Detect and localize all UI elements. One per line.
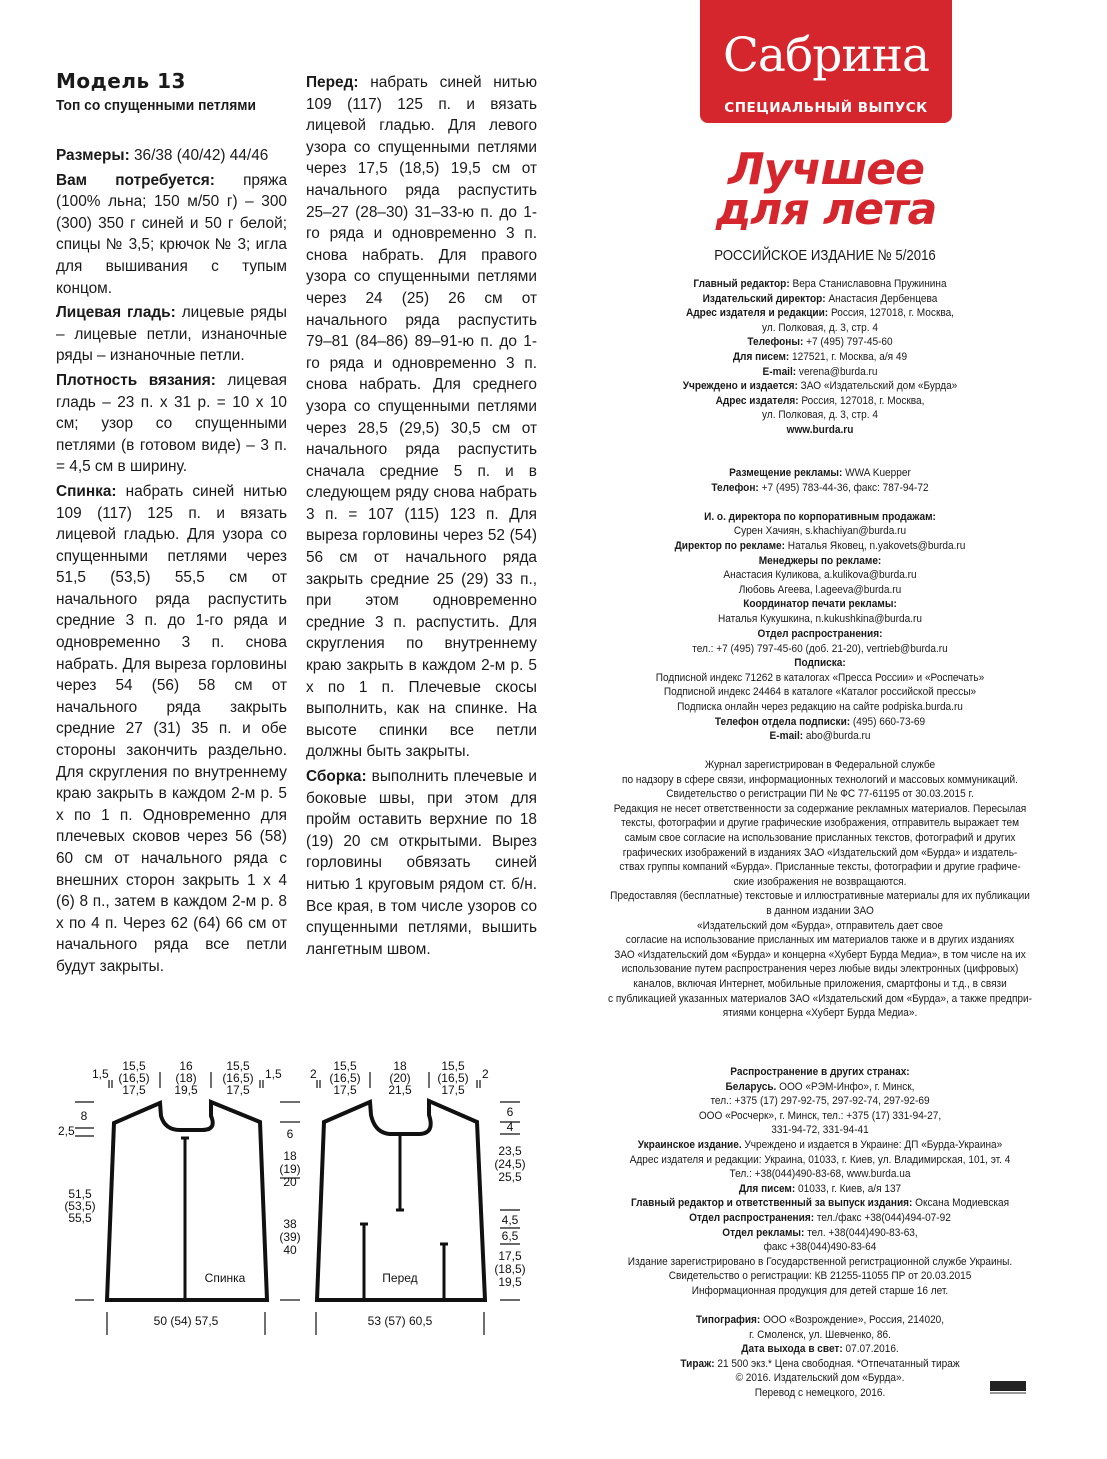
instruction-paragraph [56, 145, 287, 167]
imprint-value: Учреждено и издается в Украине: ДП «Бурда-Украина» [741, 1138, 1003, 1151]
imprint-line [586, 365, 1054, 380]
imprint-value: ЗАО «Издательский дом «Бурда» [797, 380, 958, 393]
imprint-line [586, 1211, 1054, 1226]
imprint-value: © 2016. Издательский дом «Бурда». [735, 1372, 905, 1385]
imprint-line: по надзору в сфере связи, информационных технологий и массовых коммуникаций. [622, 773, 1018, 786]
imprint-label: Отдел распространения: [689, 1211, 815, 1224]
imprint-value: Россия, 127018, г. Москва, [828, 307, 954, 320]
imprint-line [586, 1153, 1054, 1168]
imprint-value: 127521, г. Москва, а/я 49 [789, 350, 908, 363]
imprint-line [586, 1255, 1054, 1270]
paragraph-text: выполнить плечевые и боковые швы, при этом для пройм оставить верхние по 18 (19) 20 см открытыми. Вырез горловины обвязать синей нитью 1 круговым рядом ст. б/н. Все края, в том числе узоров со спущенными петлями, вышить лангетным швом. [306, 768, 537, 958]
imprint-line: использование путем распространения через любые виды электронных (цифровых) [621, 963, 1019, 976]
imprint-value: тел.: +375 (17) 297-92-75, 297-92-74, 297-92-69 [710, 1095, 930, 1108]
imprint-label: Телефон: [711, 481, 759, 494]
imprint-line [586, 656, 1054, 671]
imprint-line: в данном издании ЗАО [766, 904, 874, 917]
imprint-value: abo@burda.ru [803, 730, 871, 743]
imprint-value: (495) 660-73-69 [850, 715, 926, 728]
imprint-label: Тираж: [680, 1357, 715, 1370]
imprint-label: Для писем: [738, 1182, 796, 1195]
imprint-value: Свидетельство о регистрации: КВ 21255-11055 ПР от 20.03.2015 [668, 1270, 972, 1283]
imprint-value: Подписной индекс 71262 в каталогах «Пресса России» и «Роспечать» [655, 671, 985, 684]
imprint-label: Менеджеры по рекламе: [758, 554, 882, 567]
front-dim-mid-3: 25,5 [498, 1170, 522, 1184]
front-dim-right-4: 4 [506, 1120, 514, 1134]
front-dim-neck-2: (20) [389, 1071, 411, 1085]
paragraph-text: набрать синей нитью 109 (117) 125 п. и вязать лицевой гладью. Для левого узора со спущенными петлями через 17,5 (18,5) 19,5 см от начального ряда распустить 25–27 (28–30) 31–33-ю п. до 1-го ряда и одновременно 3 п. снова набрать. Для правого узора со спущенными петлями через 24 (25) 26 см от начального ряда распустить 79–81 (84–86) 89–91-ю п. до 1-го ряда и одновременно 3 п. снова набрать. Для среднего узора со спущенными петлями через 28,5 (29,5) 30,5 см от начального ряда распустить сначала средние 5 п. и в следующем ряду снова набрать 3 п. = 107 (115) 123 п. Для выреза горловины через 52 (54) 56 см от начального ряда закрыть средние 25 (29) 33 п., при этом одновременно средние 3 п. распустить. Для скругления по внутреннему краю закрыть в каждом 2-м р. 5 х по 1 п. Плечевые скосы выполнить, как на спинке. На высоте спинки все петли должны быть закрыты. [306, 74, 537, 761]
back-dim-neck-3: 19,5 [174, 1083, 198, 1097]
imprint-line [586, 277, 1054, 292]
front-label: Перед [382, 1271, 418, 1285]
front-dim-low-3: 19,5 [498, 1275, 522, 1289]
back-dim-shoulder-left-1: 15,5 [122, 1059, 146, 1073]
imprint-value: Издание зарегистрировано в Государственной регистрационной службе Украины. [627, 1255, 1013, 1268]
front-dim-shoulder-left-2: (16,5) [329, 1071, 361, 1085]
paragraph-label: Плотность вязания: [56, 371, 216, 389]
col2-body [306, 72, 537, 963]
back-dim-left-8: 8 [80, 1109, 88, 1123]
paragraph-label: Размеры: [56, 147, 130, 164]
issue-title [700, 144, 952, 235]
imprint-label: Подписка: [794, 657, 846, 670]
imprint-line: Журнал зарегистрирован в Федеральной службе [704, 759, 936, 771]
imprint-line [586, 292, 1054, 307]
imprint-value: +7 (495) 797-45-60 [803, 336, 893, 349]
imprint-value: Подписной индекс 24464 в каталоге «Каталог российской прессы» [663, 686, 977, 699]
imprint-line [586, 700, 1054, 715]
imprint-value: 01033, г. Киев, а/я 137 [795, 1182, 902, 1195]
imprint-value: Сурен Хачиян, s.khachiyan@burda.ru [733, 525, 907, 538]
back-dim-height-3: 55,5 [68, 1211, 92, 1225]
front-dim-shoulder-right-1: 15,5 [441, 1059, 465, 1073]
imprint-advertising [586, 466, 1054, 627]
imprint-value: ул. Полковая, д. 3, стр. 4 [762, 409, 878, 422]
front-dim-neck-1: 18 [393, 1059, 407, 1073]
instruction-paragraph [306, 72, 537, 763]
imprint-line [586, 1123, 1054, 1138]
imprint-label: Главный редактор и ответственный за выпуск издания: [630, 1197, 913, 1210]
instruction-paragraph [306, 766, 537, 960]
imprint-editorial [586, 277, 1054, 438]
imprint-line [586, 394, 1054, 409]
back-dim-top-left: 1,5 [92, 1067, 109, 1081]
back-dim-right-6: 6 [286, 1127, 294, 1141]
imprint-value: Перевод с немецкого, 2016. [754, 1386, 886, 1399]
imprint-line [586, 1357, 1054, 1372]
issue-title-line-2: для лета [715, 184, 937, 235]
imprint-line: с публикацией указанных материалов ЗАО «Издательский дом «Бурда», а также предпри- [608, 992, 1032, 1005]
imprint-line: ЗАО «Издательский дом «Бурда» и концерна «Хуберт Бурда Медиа», в том числе на их [614, 948, 1026, 961]
imprint-line: каналов, включая Интернет, мобильные приложения, смартфоны и т.д., в связи [633, 977, 1007, 990]
imprint-line [586, 554, 1054, 569]
back-pattern-diagram [50, 1050, 290, 1335]
imprint-line [586, 1167, 1054, 1182]
paragraph-text: лицевая гладь – 23 п. х 31 р. = 10 х 10 см; узор со спущенными петлями (в готовом виде) – 3 п. = 4,5 см в ширину. [56, 371, 287, 476]
imprint-value: Тел.: +38(044)490-83-68, www.burda.ua [729, 1168, 911, 1181]
imprint-line [586, 335, 1054, 350]
back-dim-shoulder-right-3: 17,5 [226, 1083, 250, 1097]
imprint-label: Телефоны: [747, 336, 804, 349]
paragraph-text: пряжа (100% льна; 150 м/50 г) – 300 (300) 350 г синей и 50 г белой; спицы № 3,5; крючок № 3; игла для вышивания с тупым концом. [56, 171, 287, 297]
imprint-value: Оксана Модиевская [912, 1197, 1010, 1210]
imprint-label: Отдел распространения: [757, 628, 883, 640]
imprint-value: +7 (495) 783-44-36, факс: 787-94-72 [758, 481, 929, 494]
imprint-line [586, 1269, 1054, 1284]
model-subtitle: Топ со спущенными петлями [56, 97, 256, 114]
imprint-line [586, 1371, 1054, 1386]
paragraph-label: Лицевая гладь: [56, 304, 176, 322]
imprint-line [586, 1065, 1054, 1080]
front-dim-shoulder-left-1: 15,5 [333, 1059, 357, 1073]
imprint-value: тел.: +7 (495) 797-45-60 (доб. 21-20), vertrieb@burda.ru [692, 642, 948, 655]
front-dim-neck-3: 21,5 [388, 1083, 412, 1097]
front-dim-right-4-5: 4,5 [501, 1213, 519, 1227]
imprint-line: «Издательский дом «Бурда», отправитель дает свое [697, 919, 943, 932]
front-dim-low-2: (18,5) [494, 1262, 526, 1276]
imprint-label: Размещение рекламы: [729, 467, 843, 479]
back-dim-shoulder-right-2: (16,5) [222, 1071, 254, 1085]
imprint-line [586, 350, 1054, 365]
imprint-value: Наталья Кукушкина, n.kukushkina@burda.ru [718, 612, 922, 625]
imprint-line [586, 495, 1054, 510]
imprint-line: ствах группы компаний «Бурда». Присланные тексты, фотографии и другие графиче- [619, 861, 1021, 874]
imprint-label: E-mail: [769, 730, 804, 743]
instruction-paragraph [56, 481, 287, 978]
instructions-column-1 [56, 68, 287, 981]
imprint-line [586, 1313, 1054, 1328]
imprint-value: Адрес издателя и редакции: Украина, 01033, г. Киев, ул. Владимирская, 101, эт. 4 [629, 1153, 1011, 1166]
back-dim-side-2: (39) [279, 1230, 301, 1244]
imprint-line [586, 1284, 1054, 1299]
imprint-line [586, 583, 1054, 598]
imprint-line: Предоставляя (бесплатные) текстовые и иллюстративные материалы для их публикации [610, 890, 1030, 903]
imprint-value: Россия, 127018, г. Москва, [798, 394, 925, 407]
imprint-label: Беларусь. [725, 1080, 777, 1093]
back-dim-shoulder-left-3: 17,5 [122, 1083, 146, 1097]
imprint-line [586, 627, 1054, 642]
brand-subtitle: СПЕЦИАЛЬНЫЙ ВЫПУСК [724, 100, 928, 116]
imprint-label: И. о. директора по корпоративным продажам: [704, 510, 936, 523]
issue-number: РОССИЙСКОЕ ИЗДАНИЕ № 5/2016 [714, 247, 936, 264]
imprint-line [586, 671, 1054, 686]
printer-logo-icon [990, 1381, 1026, 1391]
back-dim-neck-2: (18) [175, 1071, 197, 1085]
imprint-line [586, 1094, 1054, 1109]
front-dim-right-6: 6 [506, 1105, 514, 1119]
imprint-line: Свидетельство о регистрации ПИ № ФС 77-61195 от 30.03.2015 г. [666, 788, 974, 801]
back-dim-armhole-2: (19) [279, 1162, 301, 1176]
imprint-value: 331-94-72, 331-94-41 [771, 1124, 869, 1137]
instructions-column-2 [306, 72, 537, 963]
imprint-line: Редакция не несет ответственности за содержание рекламных материалов. Пересылая [613, 802, 1027, 815]
imprint-value: Вера Станиславовна Пружинина [789, 278, 947, 290]
back-dim-height-1: 51,5 [68, 1187, 92, 1201]
back-label: Спинка [204, 1271, 246, 1285]
back-dim-top-right: 1,5 [265, 1067, 282, 1081]
imprint-label: Адрес издателя и редакции: [686, 307, 829, 320]
imprint-label: Издательский директор: [702, 292, 826, 305]
imprint-line [586, 466, 1054, 481]
imprint-label: Для писем: [732, 350, 790, 363]
back-dim-side-1: 38 [283, 1217, 297, 1231]
front-dim-top-right: 2 [482, 1067, 489, 1081]
imprint-label: Типография: [695, 1314, 761, 1326]
instruction-paragraph [56, 302, 287, 367]
imprint-line [586, 1138, 1054, 1153]
imprint-value: 21 500 экз.* Цена свободная. *Отпечатанный тираж [714, 1357, 960, 1370]
brand-logo [700, 0, 952, 123]
paragraph-label: Сборка: [306, 768, 367, 785]
imprint-line [586, 597, 1054, 612]
imprint-line: графических изображений в изданиях ЗАО «Издательский дом «Бурда» и издатель- [622, 846, 1018, 859]
imprint-line [586, 1080, 1054, 1095]
imprint-line [586, 1386, 1054, 1401]
imprint-value: Любовь Агеева, l.ageeva@burda.ru [738, 583, 902, 596]
back-dim-left-2-5: 2,5 [58, 1124, 75, 1138]
imprint-value: ул. Полковая, д. 3, стр. 4 [762, 321, 878, 334]
imprint-label: E-mail: [762, 365, 797, 378]
back-dim-bottom: 50 (54) 57,5 [153, 1314, 219, 1328]
imprint-printing [586, 1313, 1054, 1401]
imprint-line [586, 481, 1054, 496]
imprint-value: тел./факс +38(044)494-07-92 [814, 1211, 951, 1224]
front-dim-bottom: 53 (57) 60,5 [367, 1314, 433, 1328]
paragraph-text: набрать синей нитью 109 (117) 125 п. и вязать лицевой гладью. Для узора со спущенными петлями через 51,5 (53,5) 55,5 см от начального ряда распустить средние 3 п. до 1-го ряда и одновременно 3 п. снова набрать. Для выреза горловины через 54 (56) 58 см от начального ряда закрыть средние 27 (31) 35 п. и обе стороны закончить раздельно. Для скругления по внутреннему краю закрыть в каждом 2-м р. 5 х по 1 п. Одновременно для плечевых сковов через 56 (58) 60 см от начального ряда с внешних сторон закрыть 1 х 4 (6) 8 п., затем в каждом 2-м р. 8 х по 4 п. Через 62 (64) 66 см от начального ряда все петли будут закрыты. [56, 482, 287, 975]
imprint-line [586, 539, 1054, 554]
back-dim-height-2: (53,5) [64, 1199, 96, 1213]
imprint-line [586, 1342, 1054, 1357]
imprint-line [586, 729, 1054, 744]
imprint-line: ские изображения не возвращаются. [733, 875, 907, 888]
instruction-paragraph [56, 170, 287, 300]
front-dim-top-left: 2 [310, 1067, 317, 1081]
back-dim-shoulder-left-2: (16,5) [118, 1071, 150, 1085]
imprint-foreign [586, 1065, 1054, 1299]
imprint-line [586, 1182, 1054, 1197]
front-dim-mid-1: 23,5 [498, 1144, 522, 1158]
front-dim-shoulder-right-3: 17,5 [441, 1083, 465, 1097]
imprint-line [586, 568, 1054, 583]
imprint-value: г. Смоленск, ул. Шевченко, 86. [749, 1328, 891, 1341]
back-dim-armhole-3: 20 [283, 1175, 297, 1189]
imprint-value: Подписка онлайн через редакцию на сайте podpiska.burda.ru [677, 700, 963, 713]
imprint-value: тел. +38(044)490-83-63, [804, 1226, 918, 1239]
imprint-line [586, 685, 1054, 700]
imprint-value: ООО «РЭМ-Инфо», г. Минск, [776, 1080, 915, 1093]
back-dim-shoulder-right-1: 15,5 [226, 1059, 250, 1073]
imprint-line [586, 1240, 1054, 1255]
imprint-line: ятиями концерна «Хуберт Бурда Медиа». [722, 1007, 918, 1020]
imprint-label: Отдел рекламы: [722, 1226, 805, 1239]
imprint-label: www.burda.ru [786, 423, 854, 436]
imprint-line [586, 379, 1054, 394]
back-dim-neck-1: 16 [179, 1059, 193, 1073]
model-title: Модель 13 [56, 69, 186, 93]
imprint-value: ООО «Росчерк», г. Минск, тел.: +375 (17) 331-94-27, [698, 1109, 942, 1122]
brand-name: Сабрина [722, 28, 930, 83]
imprint-value: факс +38(044)490-83-64 [763, 1241, 877, 1254]
imprint-label: Главный редактор: [693, 278, 790, 290]
front-dim-right-6-5: 6,5 [501, 1229, 519, 1243]
imprint-value: Информационная продукция для детей старше 16 лет. [691, 1284, 949, 1297]
issue-title-line-1: Лучшее [728, 144, 924, 195]
imprint-line [586, 1328, 1054, 1343]
imprint-value: Анастасия Дербенцева [825, 292, 938, 305]
back-dim-side-3: 40 [283, 1243, 297, 1257]
imprint-line [586, 642, 1054, 657]
imprint-label: Дата выхода в свет: [741, 1343, 843, 1356]
imprint-line [586, 524, 1054, 539]
imprint-line [586, 1226, 1054, 1241]
instruction-paragraph [56, 370, 287, 478]
imprint-line [586, 510, 1054, 525]
imprint-line [586, 715, 1054, 730]
imprint-label: Распространение в других странах: [730, 1066, 910, 1078]
imprint-value: Анастасия Куликова, a.kulikova@burda.ru [723, 569, 917, 582]
imprint-line [586, 423, 1054, 438]
imprint-value: 07.07.2016. [842, 1343, 899, 1356]
imprint-line [586, 408, 1054, 423]
imprint-label: Учреждено и издается: [682, 380, 798, 393]
imprint-line: самым свое согласие на использование присланных текстов, фотографий и других [624, 831, 1016, 844]
paragraph-text: 36/38 (40/42) 44/46 [129, 147, 269, 164]
imprint-legal [586, 758, 1054, 1021]
imprint-label: Адрес издателя: [715, 394, 799, 407]
paragraph-label: Вам потребуется: [56, 171, 215, 189]
imprint-label: Украинское издание. [637, 1138, 742, 1151]
imprint-distribution [586, 627, 1054, 744]
col1-body [56, 145, 287, 981]
imprint-line: согласие на использование присланных им материалов также и в других изданиях [625, 934, 1015, 947]
imprint-line [586, 1196, 1054, 1211]
imprint-value: WWA Kuepper [842, 467, 911, 479]
imprint-line [586, 321, 1054, 336]
front-dim-mid-2: (24,5) [494, 1157, 526, 1171]
imprint-label: Телефон отдела подписки: [714, 715, 851, 728]
front-dim-low-1: 17,5 [498, 1249, 522, 1263]
imprint-line [586, 612, 1054, 627]
imprint-line [586, 1109, 1054, 1124]
front-dim-shoulder-left-3: 17,5 [333, 1083, 357, 1097]
imprint-line: тексты, фотографии и другие графические изображения, отправитель выражает тем [620, 817, 1020, 830]
imprint-label: Координатор печати рекламы: [743, 598, 897, 611]
imprint-value: verena@burda.ru [796, 365, 878, 378]
paragraph-label: Спинка: [56, 482, 117, 500]
paragraph-text: лицевые ряды – лицевые петли, изнаночные ряды – изнаночные петли. [56, 304, 287, 365]
paragraph-label: Перед: [306, 74, 359, 91]
front-dim-shoulder-right-2: (16,5) [437, 1071, 469, 1085]
imprint-value: Наталья Яковец, n.yakovets@burda.ru [785, 539, 966, 552]
front-pattern-diagram [290, 1050, 540, 1335]
imprint-label: Директор по рекламе: [674, 539, 786, 552]
imprint-line [586, 306, 1054, 321]
imprint-value: ООО «Возрождение», Россия, 214020, [760, 1314, 945, 1326]
back-dim-armhole-1: 18 [283, 1149, 297, 1163]
